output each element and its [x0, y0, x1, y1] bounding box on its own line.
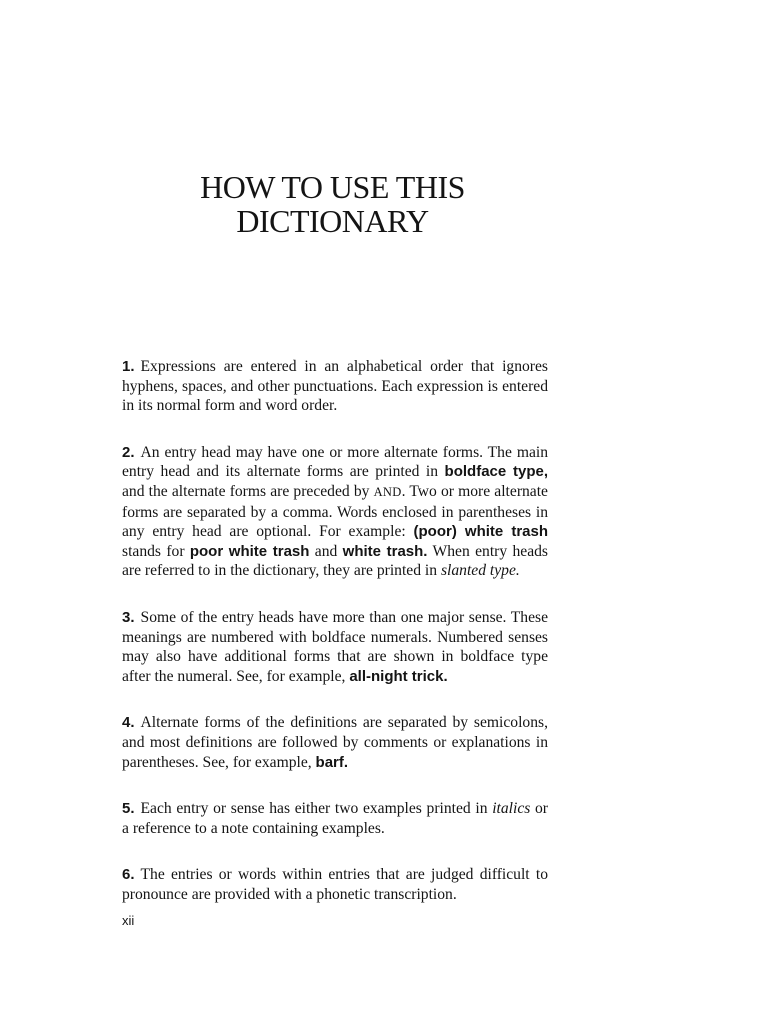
paragraph-2 — [122, 443, 548, 581]
paragraph-text: or a reference to a note containing examples. — [122, 800, 548, 837]
paragraph-5 — [122, 799, 548, 838]
paragraph-1 — [122, 357, 548, 416]
page-title — [150, 170, 515, 238]
paragraph-text: and the alternate forms are preceded by — [122, 482, 374, 500]
page-title-line-1: HOW TO USE THIS — [200, 169, 465, 205]
paragraph-text: stands for — [122, 542, 190, 560]
paragraph-number: 1. — [122, 358, 135, 375]
paragraph-number: 6. — [122, 866, 135, 884]
instructions-body — [122, 357, 548, 931]
paragraph-text: Alternate forms of the definitions are separated by semicolons, and most definitions are followed by comments or explanations in parentheses. See, for example, — [122, 714, 548, 771]
paragraph-text: The entries or words within entries that are judged difficult to pronounce are provided with a phonetic transcription. — [122, 866, 548, 903]
paragraph-number: 5. — [122, 800, 135, 818]
bold-term: poor white trash — [189, 542, 310, 560]
paragraph-number: 2. — [122, 443, 135, 461]
bold-term: white trash. — [342, 542, 428, 560]
paragraph-number: 3. — [122, 608, 135, 626]
italic-term: slanted type. — [440, 562, 520, 580]
paragraph-text: When entry heads are referred to in the dictionary, they are printed in — [122, 542, 548, 580]
bold-term: barf. — [315, 753, 349, 771]
paragraph-text: An entry head may have one or more alternate forms. The main entry head and its alternate forms are printed in — [122, 443, 548, 481]
paragraph-6 — [122, 865, 548, 904]
paragraph-text: and — [309, 542, 343, 560]
bold-term: (poor) white trash — [413, 523, 549, 541]
italic-term: italics — [492, 800, 531, 818]
paragraph-text: Expressions are entered in an alphabetical order that ignores hyphens, spaces, and other punctuations. Each expression is entered in its normal form and word order. — [122, 358, 548, 415]
paragraph-text: . Two or more alternate forms are separated by a comma. Words enclosed in parentheses in any entry head are optional. For example: — [122, 482, 548, 541]
paragraph-text: Each entry or sense has either two examples printed in — [140, 800, 493, 818]
paragraph-number: 4. — [122, 714, 135, 732]
paragraph-4 — [122, 713, 548, 772]
small-caps-term: AND — [373, 484, 402, 499]
paragraph-text: Some of the entry heads have more than one major sense. These meanings are numbered with boldface numerals. Numbered senses may also have additional forms that are shown in boldface type after the numeral. See, for example, — [122, 608, 548, 685]
paragraph-3 — [122, 608, 548, 686]
bold-term: all-night trick. — [349, 667, 448, 685]
page-title-line-2: DICTIONARY — [236, 203, 429, 239]
bold-term: boldface type, — [444, 463, 548, 481]
page-number: xii — [122, 913, 135, 928]
